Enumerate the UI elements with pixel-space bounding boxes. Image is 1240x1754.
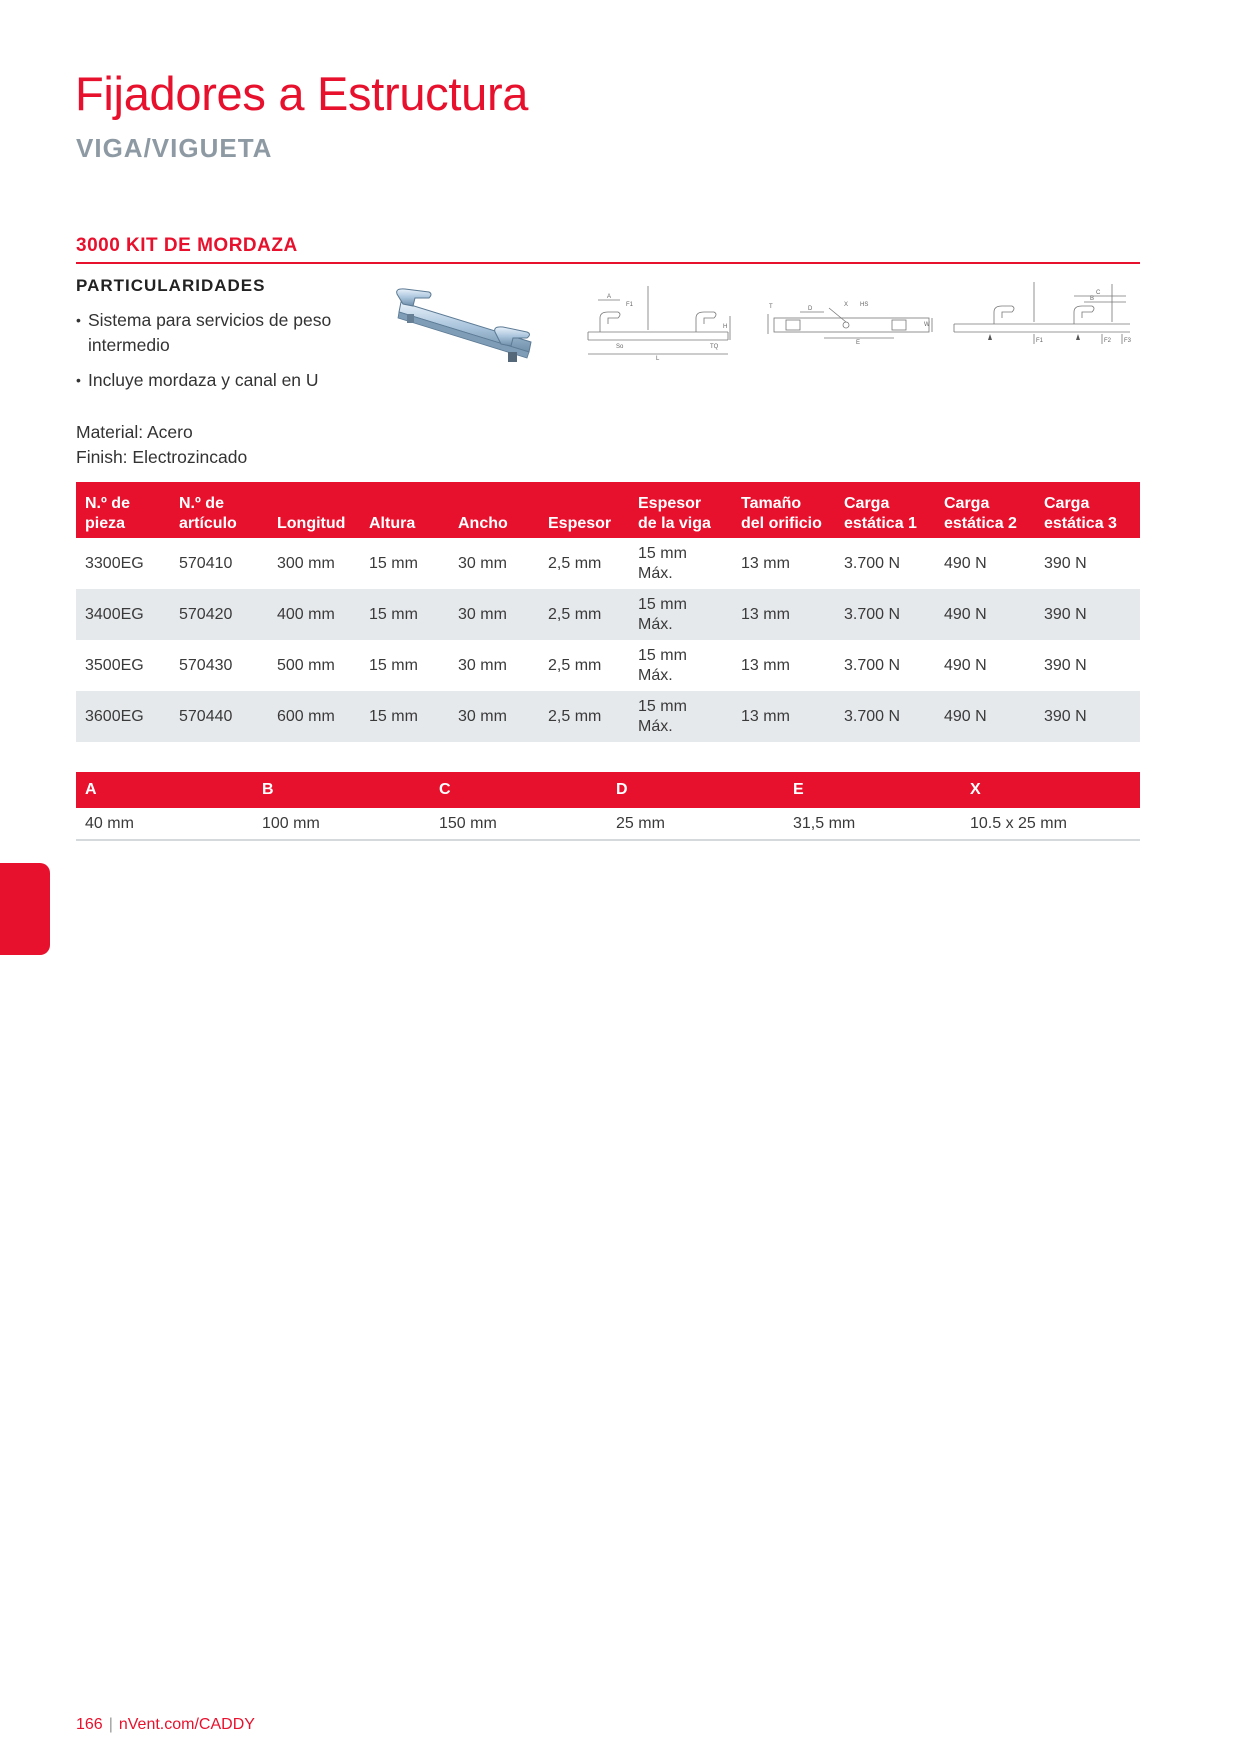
cell-height: 15 mm	[360, 589, 449, 640]
material-text: Material: Acero	[76, 422, 193, 442]
cell-hole-size: 13 mm	[732, 589, 835, 640]
col-header: Ancho	[449, 482, 539, 538]
dim-label: F2	[1104, 338, 1112, 344]
cell-part-number: 3500EG	[85, 656, 144, 674]
cell-width: 30 mm	[449, 691, 539, 742]
dim-label: F1	[626, 302, 634, 308]
cell-load-2: 490 N	[944, 554, 987, 572]
col-header: A	[76, 772, 253, 808]
top-view-drawing	[764, 296, 939, 346]
feature-item: • Sistema para servicios de peso intermedio	[76, 308, 376, 358]
cell-length: 300 mm	[277, 554, 335, 572]
cell-width: 30 mm	[449, 589, 539, 640]
cell-load-2: 490 N	[944, 656, 987, 674]
cell-load-3: 390 N	[1044, 656, 1087, 674]
cell-load-3: 390 N	[1035, 691, 1140, 742]
specs-header-row	[76, 482, 1140, 538]
table-row	[76, 589, 1140, 640]
col-header: Altura	[360, 482, 449, 538]
cell-beam-thickness: 15 mm Máx.	[638, 646, 687, 684]
cell-thickness: 2,5 mm	[548, 656, 602, 674]
cell-load-2: 490 N	[935, 589, 1035, 640]
footer-site-link[interactable]: nVent.com/CADDY	[118, 1716, 255, 1733]
col-header: Carga estática 2	[935, 482, 1035, 538]
cell-load-1: 3.700 N	[835, 691, 935, 742]
col-header: Espesor	[539, 482, 629, 538]
page-footer	[76, 1716, 255, 1734]
col-header: X	[961, 772, 1140, 808]
features-title: PARTICULARIDADES	[76, 276, 266, 295]
cell-load-1: 3.700 N	[835, 589, 935, 640]
dims-header-row	[76, 772, 1140, 808]
col-header: N.º de artículo	[170, 482, 268, 538]
col-header: Carga estática 1	[835, 482, 935, 538]
dim-label: A	[607, 294, 612, 300]
dim-label: B	[1090, 296, 1095, 302]
section-divider	[76, 262, 1140, 264]
cell-part-number: 3400EG	[76, 589, 170, 640]
col-header: Tamaño del orificio	[732, 482, 835, 538]
cell-hole-size: 13 mm	[741, 656, 790, 674]
col-header: C	[430, 772, 607, 808]
table-row	[76, 691, 1140, 742]
cell-width: 30 mm	[458, 656, 507, 674]
page-number: 166	[76, 1716, 103, 1733]
page-title: Fijadores a Estructura	[75, 67, 529, 120]
cell-load-1: 3.700 N	[844, 554, 901, 572]
specs-table	[76, 482, 1140, 742]
table-row	[76, 640, 1140, 691]
cell-hole-size: 13 mm	[741, 554, 790, 572]
cell-height: 15 mm	[369, 656, 418, 674]
col-header: E	[784, 772, 961, 808]
cell-thickness: 2,5 mm	[539, 589, 629, 640]
cell-article-number: 570430	[179, 656, 233, 674]
dim-value: 100 mm	[253, 808, 430, 840]
dim-value: 31,5 mm	[784, 808, 961, 840]
col-header: D	[607, 772, 784, 808]
dim-label: F1	[1036, 338, 1044, 344]
cell-load-1: 3.700 N	[844, 656, 901, 674]
table-row	[76, 538, 1140, 589]
cell-load-2: 490 N	[935, 691, 1035, 742]
cell-thickness: 2,5 mm	[539, 691, 629, 742]
cell-length: 600 mm	[268, 691, 360, 742]
cell-article-number: 570410	[179, 554, 233, 572]
features-list	[76, 308, 376, 403]
page-subtitle: VIGA/VIGUETA	[76, 133, 273, 163]
cell-load-3: 390 N	[1035, 589, 1140, 640]
dim-label: E	[856, 340, 861, 346]
dim-label: D	[808, 306, 813, 312]
dimensions-table	[76, 772, 1140, 841]
section-title: 3000 KIT DE MORDAZA	[76, 235, 298, 256]
dim-value: 25 mm	[607, 808, 784, 840]
cell-beam-thickness: 15 mm Máx.	[638, 544, 687, 582]
dim-label: TQ	[710, 344, 719, 350]
dim-value: 40 mm	[76, 808, 253, 840]
dim-label: HS	[860, 302, 869, 308]
side-view-drawing	[578, 282, 738, 362]
product-photo	[393, 286, 543, 366]
cell-beam-thickness: 15 mm Máx.	[629, 691, 732, 742]
cell-part-number: 3600EG	[76, 691, 170, 742]
cell-height: 15 mm	[369, 554, 418, 572]
cell-thickness: 2,5 mm	[548, 554, 602, 572]
material-info	[76, 420, 247, 470]
cell-part-number: 3300EG	[85, 554, 144, 572]
cell-load-3: 390 N	[1044, 554, 1087, 572]
dim-label: H	[723, 324, 728, 330]
table-row	[76, 808, 1140, 840]
col-header: Longitud	[268, 482, 360, 538]
dim-label: X	[844, 302, 849, 308]
feature-item: • Incluye mordaza y canal en U	[76, 368, 376, 393]
cell-article-number: 570420	[170, 589, 268, 640]
finish-text: Finish: Electrozincado	[76, 447, 248, 467]
dim-value: 10.5 x 25 mm	[961, 808, 1140, 840]
dim-label: C	[1096, 290, 1101, 296]
col-header: N.º de pieza	[76, 482, 170, 538]
dim-label: So	[616, 344, 624, 350]
col-header: Espesor de la viga	[629, 482, 732, 538]
cell-hole-size: 13 mm	[732, 691, 835, 742]
dim-label: T	[769, 304, 773, 310]
cell-width: 30 mm	[458, 554, 507, 572]
cell-article-number: 570440	[170, 691, 268, 742]
cell-beam-thickness: 15 mm Máx.	[629, 589, 732, 640]
load-view-drawing	[950, 278, 1140, 348]
dim-label: L	[656, 356, 660, 362]
cell-length: 500 mm	[277, 656, 335, 674]
dim-label: F3	[1124, 338, 1132, 344]
col-header: Carga estática 3	[1035, 482, 1140, 538]
dim-label: W	[924, 322, 930, 328]
dim-value: 150 mm	[430, 808, 607, 840]
cell-height: 15 mm	[360, 691, 449, 742]
col-header: B	[253, 772, 430, 808]
chapter-tab	[0, 863, 50, 955]
cell-length: 400 mm	[268, 589, 360, 640]
footer-separator: |	[108, 1716, 113, 1733]
